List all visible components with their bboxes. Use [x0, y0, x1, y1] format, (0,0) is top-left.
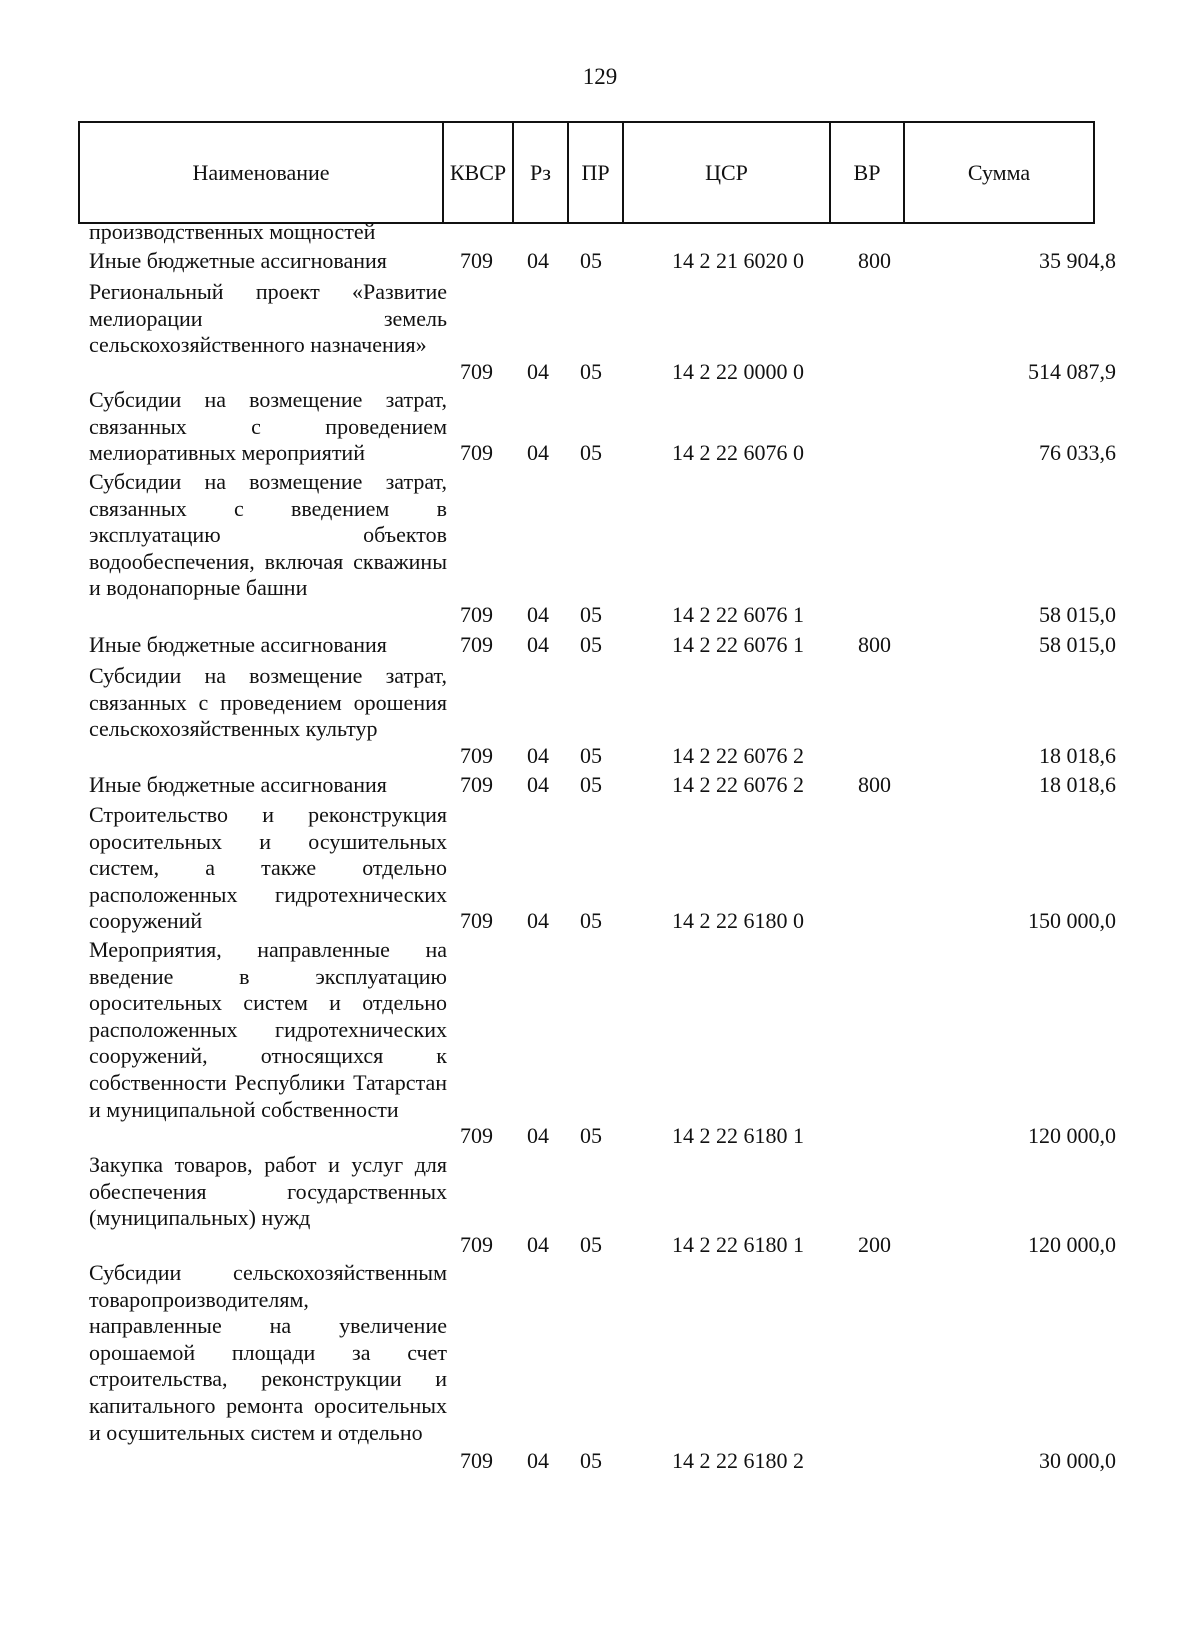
row-pr: 05	[580, 359, 602, 385]
row-sum: 514 087,9	[1028, 359, 1116, 385]
row-sum: 120 000,0	[1028, 1232, 1116, 1258]
column-header-sum: Сумма	[904, 122, 1094, 223]
row-pr: 05	[580, 908, 602, 934]
row-rz: 04	[527, 772, 549, 798]
row-csr: 14 2 22 0000 0	[672, 359, 804, 385]
table-header	[78, 121, 1095, 224]
page-number: 129	[582, 64, 618, 89]
row-name: Закупка товаров, работ и услуг для обеспечения государственных (муниципальных) нужд	[89, 1152, 447, 1231]
table-row	[0, 772, 1200, 799]
row-name: Субсидии сельскохозяйственным товаропроизводителям, направленные на увеличение орошаемой площади за счет строительства, реконструкции и капитального ремонта оросительных и осушительных систем и отдельно	[89, 1260, 447, 1445]
column-header-kvsr: КВСР	[443, 122, 513, 223]
row-sum: 18 018,6	[1039, 772, 1116, 798]
row-kvsr: 709	[460, 772, 493, 798]
row-csr: 14 2 22 6076 1	[672, 632, 804, 658]
row-sum: 58 015,0	[1039, 632, 1116, 658]
row-rz: 04	[527, 440, 549, 466]
row-name: Субсидии на возмещение затрат, связанных с введением в эксплуатацию объектов водообеспечения, включая скважины и водонапорные башни	[89, 469, 447, 601]
row-kvsr: 709	[460, 1123, 493, 1149]
row-vr: 200	[858, 1232, 891, 1258]
row-csr: 14 2 22 6180 2	[672, 1448, 804, 1474]
row-pr: 05	[580, 632, 602, 658]
row-vr: 800	[858, 248, 891, 274]
row-name: Субсидии на возмещение затрат, связанных с проведением орошения сельскохозяйственных культур	[89, 663, 447, 742]
table-row	[0, 387, 1200, 467]
row-rz: 04	[527, 359, 549, 385]
row-csr: 14 2 22 6180 1	[672, 1232, 804, 1258]
row-kvsr: 709	[460, 359, 493, 385]
table-row	[0, 937, 1200, 1150]
row-name: Строительство и реконструкция оросительных и осушительных систем, а также отдельно расположенных гидротехнических сооружений	[89, 802, 447, 934]
row-rz: 04	[527, 908, 549, 934]
table-row	[0, 279, 1200, 386]
row-sum: 58 015,0	[1039, 602, 1116, 628]
row-kvsr: 709	[460, 1232, 493, 1258]
table-row	[0, 802, 1200, 935]
row-csr: 14 2 22 6076 2	[672, 772, 804, 798]
column-header-pr: ПР	[568, 122, 623, 223]
row-rz: 04	[527, 248, 549, 274]
row-name: Иные бюджетные ассигнования	[89, 772, 387, 797]
row-pr: 05	[580, 440, 602, 466]
row-kvsr: 709	[460, 743, 493, 769]
row-sum: 30 000,0	[1039, 1448, 1116, 1474]
column-header-csr: ЦСР	[623, 122, 830, 223]
table-row	[0, 632, 1200, 659]
row-name: Иные бюджетные ассигнования	[89, 632, 387, 657]
row-pr: 05	[580, 1232, 602, 1258]
table-row	[0, 469, 1200, 629]
row-rz: 04	[527, 743, 549, 769]
row-rz: 04	[527, 602, 549, 628]
table-row	[0, 248, 1200, 275]
row-name: Субсидии на возмещение затрат, связанных с проведением мелиоративных мероприятий	[89, 387, 447, 466]
row-kvsr: 709	[460, 602, 493, 628]
row-pr: 05	[580, 1448, 602, 1474]
row-pr: 05	[580, 248, 602, 274]
row-pr: 05	[580, 602, 602, 628]
table-row	[0, 663, 1200, 770]
row-csr: 14 2 22 6076 2	[672, 743, 804, 769]
row-kvsr: 709	[460, 632, 493, 658]
row-sum: 35 904,8	[1039, 248, 1116, 274]
row-sum: 18 018,6	[1039, 743, 1116, 769]
row-vr: 800	[858, 772, 891, 798]
row-name: Региональный проект «Развитие мелиорации земель сельскохозяйственного назначения»	[89, 279, 447, 358]
row-name: Мероприятия, направленные на введение в эксплуатацию оросительных систем и отдельно расположенных гидротехнических сооружений, относящихся к собственности Республики Татарстан и муниципальной собственности	[89, 937, 447, 1122]
row-sum: 150 000,0	[1028, 908, 1116, 934]
row-rz: 04	[527, 1232, 549, 1258]
row-rz: 04	[527, 1123, 549, 1149]
column-header-rz: Рз	[513, 122, 568, 223]
row-kvsr: 709	[460, 1448, 493, 1474]
table-row	[0, 219, 1200, 246]
row-kvsr: 709	[460, 248, 493, 274]
row-name: Иные бюджетные ассигнования	[89, 248, 387, 273]
column-header-vr: ВР	[830, 122, 904, 223]
row-sum: 120 000,0	[1028, 1123, 1116, 1149]
row-csr: 14 2 21 6020 0	[672, 248, 804, 274]
row-pr: 05	[580, 743, 602, 769]
column-header-name: Наименование	[79, 122, 443, 223]
row-csr: 14 2 22 6180 1	[672, 1123, 804, 1149]
row-csr: 14 2 22 6180 0	[672, 908, 804, 934]
row-kvsr: 709	[460, 440, 493, 466]
row-vr: 800	[858, 632, 891, 658]
table-row	[0, 1152, 1200, 1259]
row-pr: 05	[580, 772, 602, 798]
row-kvsr: 709	[460, 908, 493, 934]
row-pr: 05	[580, 1123, 602, 1149]
row-rz: 04	[527, 1448, 549, 1474]
row-csr: 14 2 22 6076 0	[672, 440, 804, 466]
row-rz: 04	[527, 632, 549, 658]
row-sum: 76 033,6	[1039, 440, 1116, 466]
table-row	[0, 1260, 1200, 1475]
row-name: производственных мощностей	[89, 219, 376, 244]
row-csr: 14 2 22 6076 1	[672, 602, 804, 628]
